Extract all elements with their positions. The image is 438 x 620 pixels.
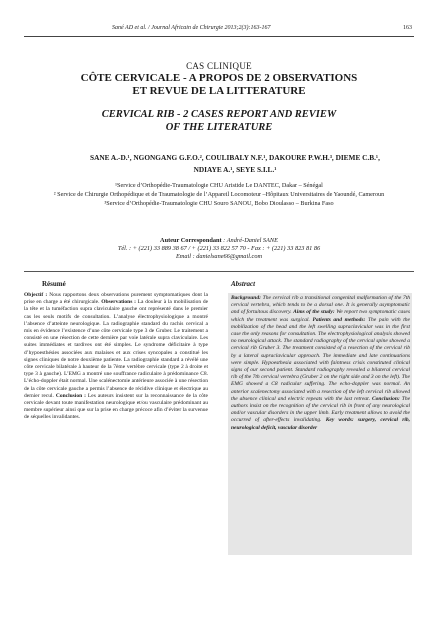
- authors-line-2: NDIAYE A.¹, SEYE S.I.L.¹: [193, 165, 277, 174]
- resume-conclusion-label: Conclusion :: [55, 392, 86, 399]
- english-title-line-1: CERVICAL RIB - 2 CASES REPORT AND REVIEW: [101, 109, 337, 120]
- journal-citation: Sané AD et al. / Journal Africain de Chirurgie 2013;2(3):163-167: [112, 25, 271, 31]
- article-type: CAS CLINIQUE: [186, 61, 252, 71]
- section-divider: [24, 271, 414, 272]
- abstract-conclusion-label: Conclusion:: [372, 395, 400, 402]
- objectif-text: Nous rapportons deux observations purement symptomatiques dont la prise en charge a été chirurgicale.: [24, 292, 208, 306]
- corresponding-author-label: Auteur Correspondant: [160, 237, 222, 244]
- objectif-label: Objectif :: [24, 292, 48, 298]
- resume-heading: Résumé: [42, 280, 66, 288]
- observations-text: La douleur à la mobilisation de la tête et la tuméfaction supra claviculaire gauche ont représenté dans le premier cas les seuls motifs de consultation. L’analyse électrophysiologique a montré l’absence d’atteinte neurologique. La radiographie standard du rachis cervical a mis en évidence l’existence d’une côte cervicale type 3 de Gruber. Le traitement a consisté en une résection de cette dernière par voie latérale supra claviculaire. Les suites immédiates et tardives ont été simples. Le syndrome déficitaire à type d’hypoesthésies associées aux malaises et aux crises syncopales a constitué les signes cliniques de notre deuxième patiente. La radiographie standard a révélé une côte cervicale bilatérale à hauteur de la 7ème vertèbre cervicale (type 2 à droite et type 3 à gauche). L’EMG a montré une souffrance radiculaire à prédominance C8. L’écho-doppler était normal. Une scalénectomie antérieure associée à une résection de la côte cervicale gauche a permis l’absence de récidive clinique et électrique au dernier recul.: [24, 299, 209, 399]
- french-title-line-1: CÔTE CERVICALE - A PROPOS DE 2 OBSERVATIONS: [80, 72, 358, 84]
- keywords-label: Key words:: [325, 417, 354, 424]
- background-label: Background:: [231, 295, 261, 301]
- affiliation-3: ³Service d’Orthopédie-Traumatologie CHU Souro SANOU, Bobo Dioulasso – Burkina Faso: [104, 200, 334, 207]
- keywords-text: surgery, cervical rib, neurological deficit, vascular disorder: [231, 417, 410, 431]
- resume-conclusion-text: Les auteurs insistent sur la reconnaissance de la côte cervicale devant toute manifestation neurologique et/ou vasculaire prédominant au membre supérieur ainsi que sur la prise en charge précoce afin d’éviter la survenue de séquelles invalidantes.: [24, 392, 208, 421]
- authors-line-1: SANE A.-D.¹, NGONGANG G.F.O.², COULIBALY N.F.¹, DAKOURE P.W.H.³, DIEME C.B.¹,: [90, 153, 380, 162]
- aims-label: Aims of the study:: [293, 309, 335, 316]
- running-header: [24, 24, 414, 37]
- corresponding-author-name: : André-Daniel SANE: [223, 237, 278, 244]
- abstract-conclusion-text: The authors insist on the recognition of the cervical rib in front of any neurological and/or vascular disorders in the upper limb. Early treatment allows to avoid the occurred of after-effects invalidating.: [231, 395, 411, 424]
- affiliation-2: ² Service de Chirurgie Orthopédique et de Traumatologie de l’Appareil Locomoteur –Hôpitaux Universitaires de Yaoundé, Cameroun: [53, 191, 385, 198]
- english-title: [0, 108, 438, 134]
- patients-methods-label: Patients and methods:: [312, 316, 366, 323]
- affiliation-1: ¹Service d’Orthopédie-Traumatologie CHU Aristide Le DANTEC, Dakar – Sénégal: [115, 182, 323, 189]
- abstract-body: [228, 293, 412, 555]
- abstract-heading: Abstract: [231, 280, 256, 288]
- observations-label: Observations :: [101, 299, 136, 306]
- corresponding-author: [0, 237, 438, 261]
- aims-text: We report two symptomatic cases which the treatment was surgical.: [231, 309, 410, 323]
- affiliations: [40, 181, 398, 208]
- phone-fax-line: Tél. : + (221) 33 889 38 67 / + (221) 33 822 57 70 - Fax : + (221) 33 823 81 86: [117, 245, 321, 252]
- resume-body: [24, 292, 208, 422]
- author-list: [56, 152, 414, 176]
- background-text: The cervical rib a transitional congenital malformation of the 7th cervical vertebra, which tends to be a dorsal one. It is generally asymptomatic and of fortuitous discovery.: [231, 295, 410, 316]
- page-number: 163: [403, 25, 412, 31]
- french-title: [0, 72, 438, 98]
- english-title-line-2: OF THE LITERATURE: [165, 122, 273, 133]
- french-title-line-2: ET REVUE DE LA LITTERATURE: [132, 85, 306, 97]
- email-line: Email : danielsane66@gmail.com: [175, 253, 263, 260]
- patients-methods-text: The pain with the mobilization of the head and the left swelling supraclavicular was in the first case the only reasons for consultation. The electrophysiological analysis showed no neurological attack. The standard radiography of the cervical spine showed a cervical rib Gruber 3. The treatment consisted of a resection of the cervical rib by a lateral supraclavicular approach. The immediate and late continuations were simple. Hypoesthesia associated with faintness crisis constituted clinical signs of our second patient. Standard radiography revealed a bilateral cervical rib of the 7th cervical vertebra (Gruber 2 on the right side and 3 on the left). The EMG showed a C8 radicular suffering. The echo-doppler was normal. An anterior scalenectomy associated with a resection of the left cervical rib allowed the absence clinical and electric repeats with the last retreat.: [231, 316, 410, 402]
